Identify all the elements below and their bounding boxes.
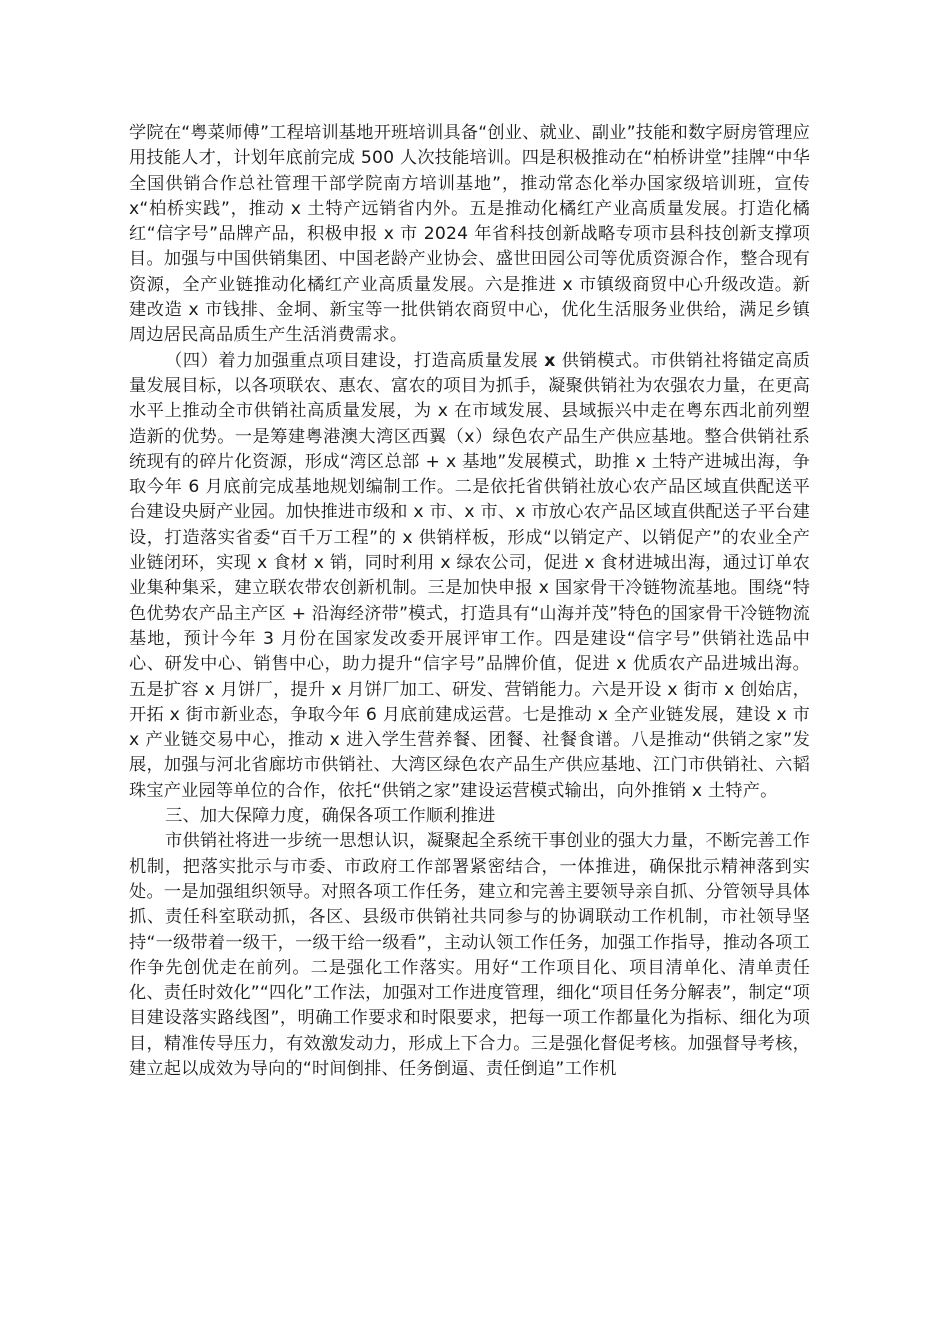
paragraph-2-body: 供销模式。市供销社将锚定高质量发展目标，以各项联农、惠农、富农的项目为抓手，凝聚供销社为农强农力量，在更高水平上推动全市供销社高质量发展，为 x 在市域发展、县域振兴中走在粤东西北前列塑造新的优势。一是筹建粤港澳大湾区西翼（x）绿色农产品生产供应基地。整合供销社系统现有的碎片化资源，形成“湾区总部 + x 基地”发展模式，助推 x 土特产进城出海，争取今年 6 月底前完成基地规划编制工作。二是依托省供销社放心农产品区域直供配送平台建设央厨产业园。加快推进市级和 x 市、x 市、x 市放心农产品区域直供配送子平台建设，打造落实省委“百千万工程”的 x 供销样板，形成“以销定产、以销促产”的农业全产业链闭环，实现 x 食材 x 销，同时利用 x 绿农公司，促进 x 食材进城出海，通过订单农业集种集采，建立联农带农创新机制。三是加快申报 x 国家骨干冷链物流基地。围绕“特色优势农产品主产区 + 沿海经济带”模式，打造具有“山海并茂”特色的国家骨干冷链物流基地，预计今年 3 月份在国家发改委开展评审工作。四是建设“信字号”供销社选品中心、研发中心、销售中心，助力提升“信字号”品牌价值，促进 x 优质农产品进城出海。五是扩容 x 月饼厂，提升 x 月饼厂加工、研发、营销能力。六是开设 x 街市 x 创始店，开拓 x 街市新业态，争取今年 6 月底前建成运营。七是推动 x 全产业链发展，建设 x 市 x 产业链交易中心，推动 x 进入学生营养餐、团餐、社餐食谱。八是推动“供销之家”发展，加强与河北省廊坊市供销社、大湾区绿色农产品生产供应基地、江门市供销社、六韬珠宝产业园等单位的合作，依托“供销之家”建设运营模式输出，向外推销 x 土特产。 <box>129 350 810 801</box>
paragraph-2 <box>129 349 810 804</box>
paragraph-4: 市供销社将进一步统一思想认识，凝聚起全系统干事创业的强大力量，不断完善工作机制，把落实批示与市委、市政府工作部署紧密结合，一体推进，确保批示精神落到实处。一是加强组织领导。对照各项工作任务，建立和完善主要领导亲自抓、分管领导具体抓、责任科室联动抓，各区、县级市供销社共同参与的协调联动工作机制，市社领导坚持“一级带着一级干，一级干给一级看”，主动认领工作任务，加强工作指导，推动各项工作争先创优走在前列。二是强化工作落实。用好“工作项目化、项目清单化、清单责任化、责任时效化”“四化”工作法，加强对工作进度管理，细化“项目任务分解表”，制定“项目建设落实路线图”，明确工作要求和时限要求，把每一项工作都量化为指标、细化为项目，精准传导压力，有效激发动力，形成上下合力。三是强化督促考核。加强督导考核，建立起以成效为导向的“时间倒排、任务倒逼、责任倒追”工作机 <box>129 831 810 1079</box>
paragraph-2-lead: （四）着力加强重点项目建设，打造高质量发展 <box>165 350 545 371</box>
paragraph-1: 学院在“粤菜师傅”工程培训基地开班培训具备“创业、就业、副业”技能和数字厨房管理应用技能人才，计划年底前完成 500 人次技能培训。四是积极推动在“柏桥讲堂”挂牌“中华全国供销合作总社管理干部学院南方培训基地”，推动常态化举办国家级培训班，宣传 x“柏桥实践”，推动 x 土特产远销省内外。五是推动化橘红产业高质量发展。打造化橘红“信字号”品牌产品，积极申报 x 市 2024 年省科技创新战略专项市县科技创新支撑项目。加强与中国供销集团、中国老龄产业协会、盛世田园公司等优质资源合作，整合现有资源，全产业链推动化橘红产业高质量发展。六是推进 x 市镇级商贸中心升级改造。新建改造 x 市钱排、金垌、新宝等一批供销农商贸中心，优化生活服务业供给，满足乡镇周边居民高品质生产生活消费需求。 <box>129 123 810 346</box>
paragraph-2-lead-bold: x <box>544 350 556 371</box>
document-page <box>129 121 810 1082</box>
section-heading-3: 三、加大保障力度，确保各项工作顺利推进 <box>165 806 496 827</box>
